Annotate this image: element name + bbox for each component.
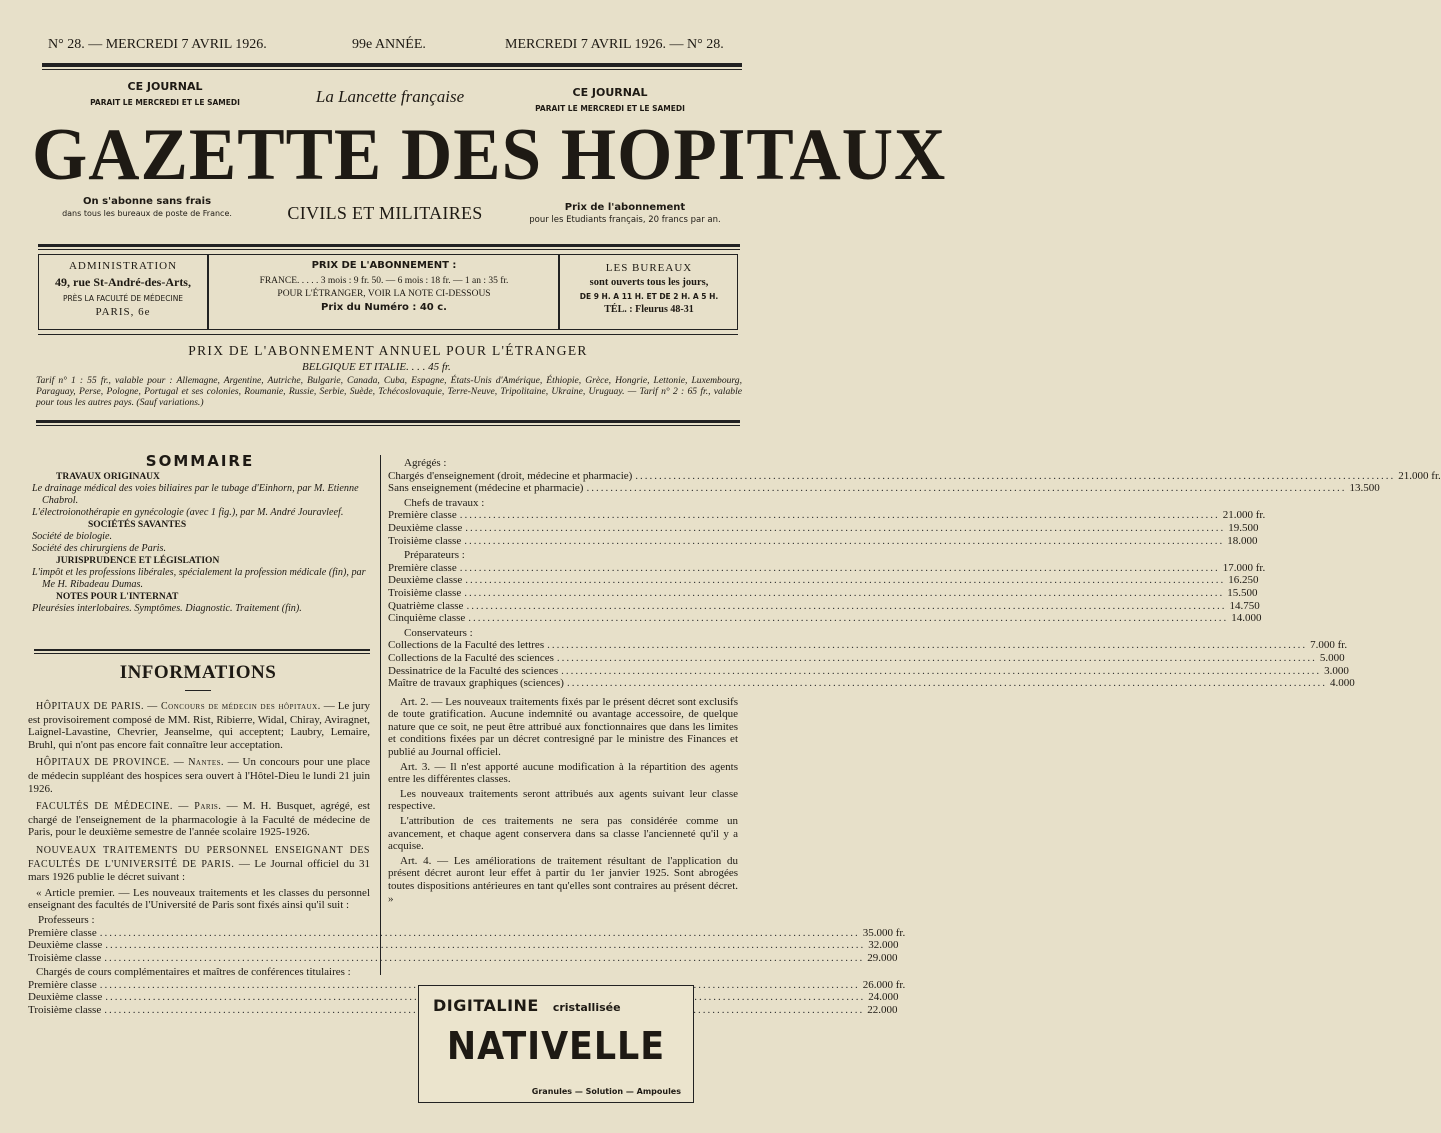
table-row: [28, 926, 906, 940]
admin-title: ADMINISTRATION: [68, 260, 178, 272]
leader-dots: [547, 639, 1307, 652]
table-row: [388, 639, 1348, 652]
sommaire-list: [32, 471, 372, 615]
art3-text: Art. 3. — Il n'est apporté aucune modification à la répartition des agents entre les différentes classes.: [388, 760, 738, 786]
masthead-right: [505, 86, 715, 113]
chefs-head: Chefs de travaux :: [404, 496, 485, 509]
row-label: Collections de la Faculté des sciences: [388, 651, 554, 664]
sommaire-item4a: Pleurésies interlobaires. Symptômes. Diagnostic. Traitement (fin).: [32, 603, 302, 614]
row-amount: 22.000: [867, 1004, 898, 1017]
row-amount: 35.000 fr.: [862, 926, 906, 939]
charges-head: Chargés de cours complémentaires et maîtres de conférences titulaires :: [36, 966, 351, 979]
prix-line1: Prix de l'abonnement: [564, 202, 686, 213]
masthead-left-line2: PARAIT LE MERCREDI ET LE SAMEDI: [90, 98, 240, 107]
table-row: [388, 586, 1258, 600]
row-label: Dessinatrice de la Faculté des sciences: [388, 664, 559, 677]
prix-numero: Prix du Numéro : 40 c.: [321, 302, 447, 313]
topbar-center: 99e ANNÉE.: [352, 37, 426, 52]
sommaire-sec4: NOTES POUR L'INTERNAT: [56, 592, 179, 602]
leader-dots: [468, 612, 1228, 625]
newspaper-subtitle: CIVILS ET MILITAIRES: [287, 203, 483, 223]
etranger-rule: [36, 420, 740, 423]
info-p3-head: FACULTÉS DE MÉDECINE. — Paris.: [36, 801, 222, 813]
row-label: Troisième classe: [28, 951, 102, 964]
leader-dots: [100, 927, 860, 940]
bureaux-tel: TÉL. : Fleurus 48-31: [604, 304, 694, 315]
row-label: Chargés d'enseignement (droit, médecine et pharmacie): [388, 469, 633, 482]
row-label: Deuxième classe: [28, 939, 103, 952]
row-amount: 5.000: [1319, 651, 1345, 664]
row-amount: 4.000: [1329, 677, 1355, 690]
leader-dots: [104, 952, 864, 965]
row-label: Quatrième classe: [388, 599, 464, 612]
ad-forms: Granules — Solution — Ampoules: [531, 1087, 681, 1096]
table-row: [28, 978, 906, 992]
row-label: Première classe: [28, 926, 97, 939]
row-amount: 7.000 fr.: [1310, 639, 1348, 652]
table-row: [388, 664, 1349, 678]
admin-block: [38, 260, 208, 318]
top-rule: [42, 63, 742, 67]
row-amount: 26.000 fr.: [862, 978, 906, 991]
masthead-rule-thin: [38, 249, 740, 250]
row-amount: 29.000: [867, 951, 898, 964]
etranger-title: PRIX DE L'ABONNEMENT ANNUEL POUR L'ÉTRANGER: [188, 343, 588, 358]
row-amount: 16.250: [1228, 574, 1259, 587]
row-label: Maître de travaux graphiques (sciences): [388, 677, 564, 690]
sommaire-title: SOMMAIRE: [145, 452, 255, 470]
leader-dots: [561, 665, 1321, 678]
prix-block: [210, 260, 558, 313]
info-p2-head: HÔPITAUX DE PROVINCE. — Nantes.: [36, 757, 224, 769]
info-p1-head: HÔPITAUX DE PARIS. — Concours de médecin des hôpitaux.: [36, 701, 321, 712]
masthead-left: [60, 80, 270, 107]
art4-text: Art. 4. — Les améliorations de traitement résultant de l'application du présent décret auront leur effet à partir du 1er janvier 1925. Sont abrogées toutes dispositions antérieures en tant qu'elles sont contraires au présent décret. »: [388, 854, 738, 905]
sommaire-item1a: Le drainage médical des voies biliaires par le tubage d'Einhorn, par M. Etienne Chabrol.: [32, 483, 359, 506]
bureaux-hours: DE 9 H. A 11 H. ET DE 2 H. A 5 H.: [579, 292, 719, 301]
sommaire-sec3: JURISPRUDENCE ET LÉGISLATION: [56, 556, 220, 566]
masthead-rule: [38, 244, 740, 247]
cons-head: Conservateurs :: [404, 626, 473, 639]
row-amount: 15.500: [1227, 586, 1258, 599]
row-amount: 14.000: [1231, 612, 1262, 625]
row-amount: 14.750: [1229, 599, 1260, 612]
abonne-line1: On s'abonne sans frais: [82, 196, 212, 207]
art3b-text: Les nouveaux traitements seront attribués aux agents suivant leur classe respective.: [388, 787, 738, 813]
top-rule-thin: [42, 69, 742, 70]
sommaire-sec1: TRAVAUX ORIGINAUX: [56, 472, 160, 482]
right-column-body: [388, 457, 1441, 905]
table-row: [388, 521, 1259, 535]
sommaire-item3a: L'impôt et les professions libérales, spécialement la profession médicale (fin), par Me H. Ribadeau Dumas.: [32, 567, 366, 590]
sommaire-item2a: Société de biologie.: [32, 531, 113, 542]
table-row: [28, 939, 899, 952]
row-amount: 19.500: [1228, 521, 1259, 534]
table-row: [388, 574, 1259, 587]
agreges-list: [388, 469, 1441, 495]
abonne-line2: dans tous les bureaux de poste de France.: [62, 209, 232, 218]
leader-dots: [465, 574, 1225, 587]
info-p4-text: — Le Journal officiel du 31 mars 1926 publie le décret suivant :: [28, 857, 371, 884]
bureaux-title: LES BUREAUX: [605, 262, 693, 274]
info-p4-head: NOUVEAUX TRAITEMENTS DU PERSONNEL ENSEIGNANT DES FACULTÉS DE L'UNIVERSITÉ DE PARIS.: [28, 844, 370, 870]
informations-title: INFORMATIONS: [119, 662, 277, 683]
leader-dots: [460, 509, 1220, 522]
row-label: Cinquième classe: [388, 612, 466, 625]
sommaire-rule: [34, 649, 370, 651]
etranger-belgique: BELGIQUE ET ITALIE. . . . 45 fr.: [302, 361, 451, 373]
info-p1-text: — Le jury est provisoirement composé de MM. Rist, Ribierre, Widal, Chiray, Aviragnet, Laignel-Lavastine, Chevrier, Jeanselme, qui acceptent; Laubry, Lemaire, Bruhl, qui n'ont pas encore fait connaître leur acceptation.: [28, 700, 370, 751]
ad-cristallisee: cristallisée: [552, 1001, 621, 1014]
masthead-subtitle-top: La Lancette française: [315, 87, 465, 106]
prof-list: [28, 926, 906, 965]
bureaux-open: sont ouverts tous les jours,: [589, 277, 709, 288]
digitaline-ad: [418, 985, 694, 1103]
topbar-left: N° 28. — MERCREDI 7 AVRIL 1926.: [48, 37, 267, 52]
row-label: Sans enseignement (médecine et pharmacie): [388, 482, 584, 495]
row-amount: 17.000 fr.: [1222, 561, 1266, 574]
sommaire-rule-thin: [34, 653, 370, 654]
table-row: [388, 677, 1355, 690]
masthead-right-line2: PARAIT LE MERCREDI ET LE SAMEDI: [535, 104, 685, 113]
table-row: [388, 599, 1260, 613]
leader-dots: [464, 587, 1224, 600]
table-row: [388, 612, 1262, 625]
leader-dots: [557, 652, 1317, 665]
row-label: Troisième classe: [388, 586, 462, 599]
row-label: Première classe: [388, 561, 457, 574]
row-label: Deuxième classe: [388, 574, 463, 587]
prix-france: FRANCE. . . . . 3 mois : 9 fr. 50. — 6 mois : 18 fr. — 1 an : 35 fr.: [259, 276, 509, 286]
prep-head: Préparateurs :: [404, 549, 465, 562]
table-row: [388, 482, 1380, 495]
row-amount: 21.000 fr.: [1398, 469, 1441, 482]
prep-list: [388, 561, 1266, 625]
prof-head: Professeurs :: [38, 913, 95, 926]
prix-note: [505, 202, 745, 225]
ad-brand: NATIVELLE: [446, 1024, 666, 1068]
admin-address: 49, rue St-André-des-Arts,: [55, 275, 191, 289]
ad-digitaline: DIGITALINE: [433, 996, 539, 1015]
table-row: [28, 951, 898, 965]
prix-line2: pour les Etudiants français, 20 francs par an.: [529, 215, 721, 225]
row-label: Première classe: [388, 509, 457, 522]
leader-dots: [586, 482, 1346, 495]
art3c-text: L'attribution de ces traitements ne sera pas considérée comme un avancement, et chaque agent conservera dans sa classe l'ancienneté qu'il y a acquise.: [388, 815, 738, 853]
leader-dots: [464, 535, 1224, 548]
row-label: Deuxième classe: [28, 991, 103, 1004]
bureaux-block: [560, 262, 738, 315]
etranger-rule-thin: [36, 425, 740, 426]
row-label: Première classe: [28, 978, 97, 991]
table-row: [28, 991, 899, 1004]
leader-dots: [105, 939, 865, 952]
art2-text: Art. 2. — Les nouveaux traitements fixés par le présent décret sont exclusifs de toute gratification. Aucune indemnité ou avantage accessoire, de quelque nature que ce soit, ne peut être attribué aux fonctionnaires que dans les limites et conditions fixées par un décret contresigné par le ministre des Finances et publié au Journal officiel.: [388, 695, 738, 759]
info-p5-text: « Article premier. — Les nouveaux traitements et les classes du personnel enseignant des facultés de l'Université de Paris sont fixés ainsi qu'il suit :: [28, 886, 370, 912]
cons-list: [388, 639, 1355, 690]
prix-title: PRIX DE L'ABONNEMENT :: [311, 260, 457, 271]
admin-pres: PRÈS LA FACULTÉ DE MÉDECINE: [62, 294, 184, 303]
leader-dots: [567, 677, 1327, 690]
sommaire-item2b: Société des chirurgiens de Paris.: [32, 543, 167, 554]
row-label: Deuxième classe: [388, 521, 463, 534]
sommaire-sec2: SOCIÉTÉS SAVANTES: [88, 520, 187, 530]
masthead-right-line1: CE JOURNAL: [572, 86, 648, 99]
row-label: Collections de la Faculté des lettres: [388, 639, 545, 652]
leader-dots: [465, 522, 1225, 535]
admin-city: PARIS, 6e: [95, 306, 151, 318]
table-row: [388, 469, 1441, 483]
sommaire-item1b: L'électroionothérapie en gynécologie (avec 1 fig.), par M. André Jouravleef.: [32, 507, 344, 518]
table-row: [388, 509, 1266, 522]
abonne-note: [42, 196, 252, 218]
row-amount: 3.000: [1324, 664, 1349, 677]
info-p3-text: — M. H. Busquet, agrégé, est chargé de l'enseignement de la pharmacologie à la Faculté de médecine de Paris, pour le deuxième semestre de l'année scolaire 1925-1926.: [28, 800, 371, 839]
informations-underline: [185, 690, 211, 691]
row-amount: 21.000 fr.: [1222, 509, 1266, 522]
etranger-tarifs: Tarif n° 1 : 55 fr., valable pour : Allemagne, Argentine, Autriche, Bulgarie, Canada, Cuba, Espagne, États-Unis d'Amérique, Éthiopie, Grèce, Hongrie, Lettonie, Luxembourg, Paraguay, Perse, Pologne, Portugal et ses colonies, Roumanie, Russie, Serbie, Suède, Tchécoslovaquie, Terre-Neuve, Tripolitaine, Ukraine, Uruguay. — Tarif n° 2 : 65 fr., valable pour tous les autres pays. (Sauf variations.): [36, 375, 742, 408]
chefs-list: [388, 509, 1266, 547]
table-row: [388, 651, 1345, 665]
row-amount: 32.000: [868, 939, 899, 952]
column-divider: [380, 455, 381, 975]
newspaper-title: GAZETTE DES HOPITAUX: [32, 114, 947, 196]
table-row: [388, 534, 1258, 548]
prix-etranger: POUR L'ÉTRANGER, VOIR LA NOTE CI-DESSOUS: [277, 289, 491, 299]
masthead-left-line1: CE JOURNAL: [127, 80, 203, 93]
row-label: Troisième classe: [388, 534, 462, 547]
row-amount: 13.500: [1349, 482, 1380, 495]
info-p2-text: — Un concours pour une place de médecin suppléant des hospices sera ouvert à l'Hôtel-Dieu le lundi 21 juin 1926.: [28, 756, 371, 795]
row-amount: 24.000: [868, 991, 899, 1004]
table-row: [388, 561, 1266, 575]
agreges-head: Agrégés :: [404, 457, 447, 469]
leader-dots: [635, 470, 1395, 483]
leader-dots: [466, 600, 1226, 613]
row-label: Troisième classe: [28, 1004, 102, 1017]
leader-dots: [460, 562, 1220, 575]
infobox-bottom-rule: [38, 334, 738, 335]
row-amount: 18.000: [1227, 534, 1258, 547]
topbar-right: MERCREDI 7 AVRIL 1926. — N° 28.: [505, 37, 724, 52]
